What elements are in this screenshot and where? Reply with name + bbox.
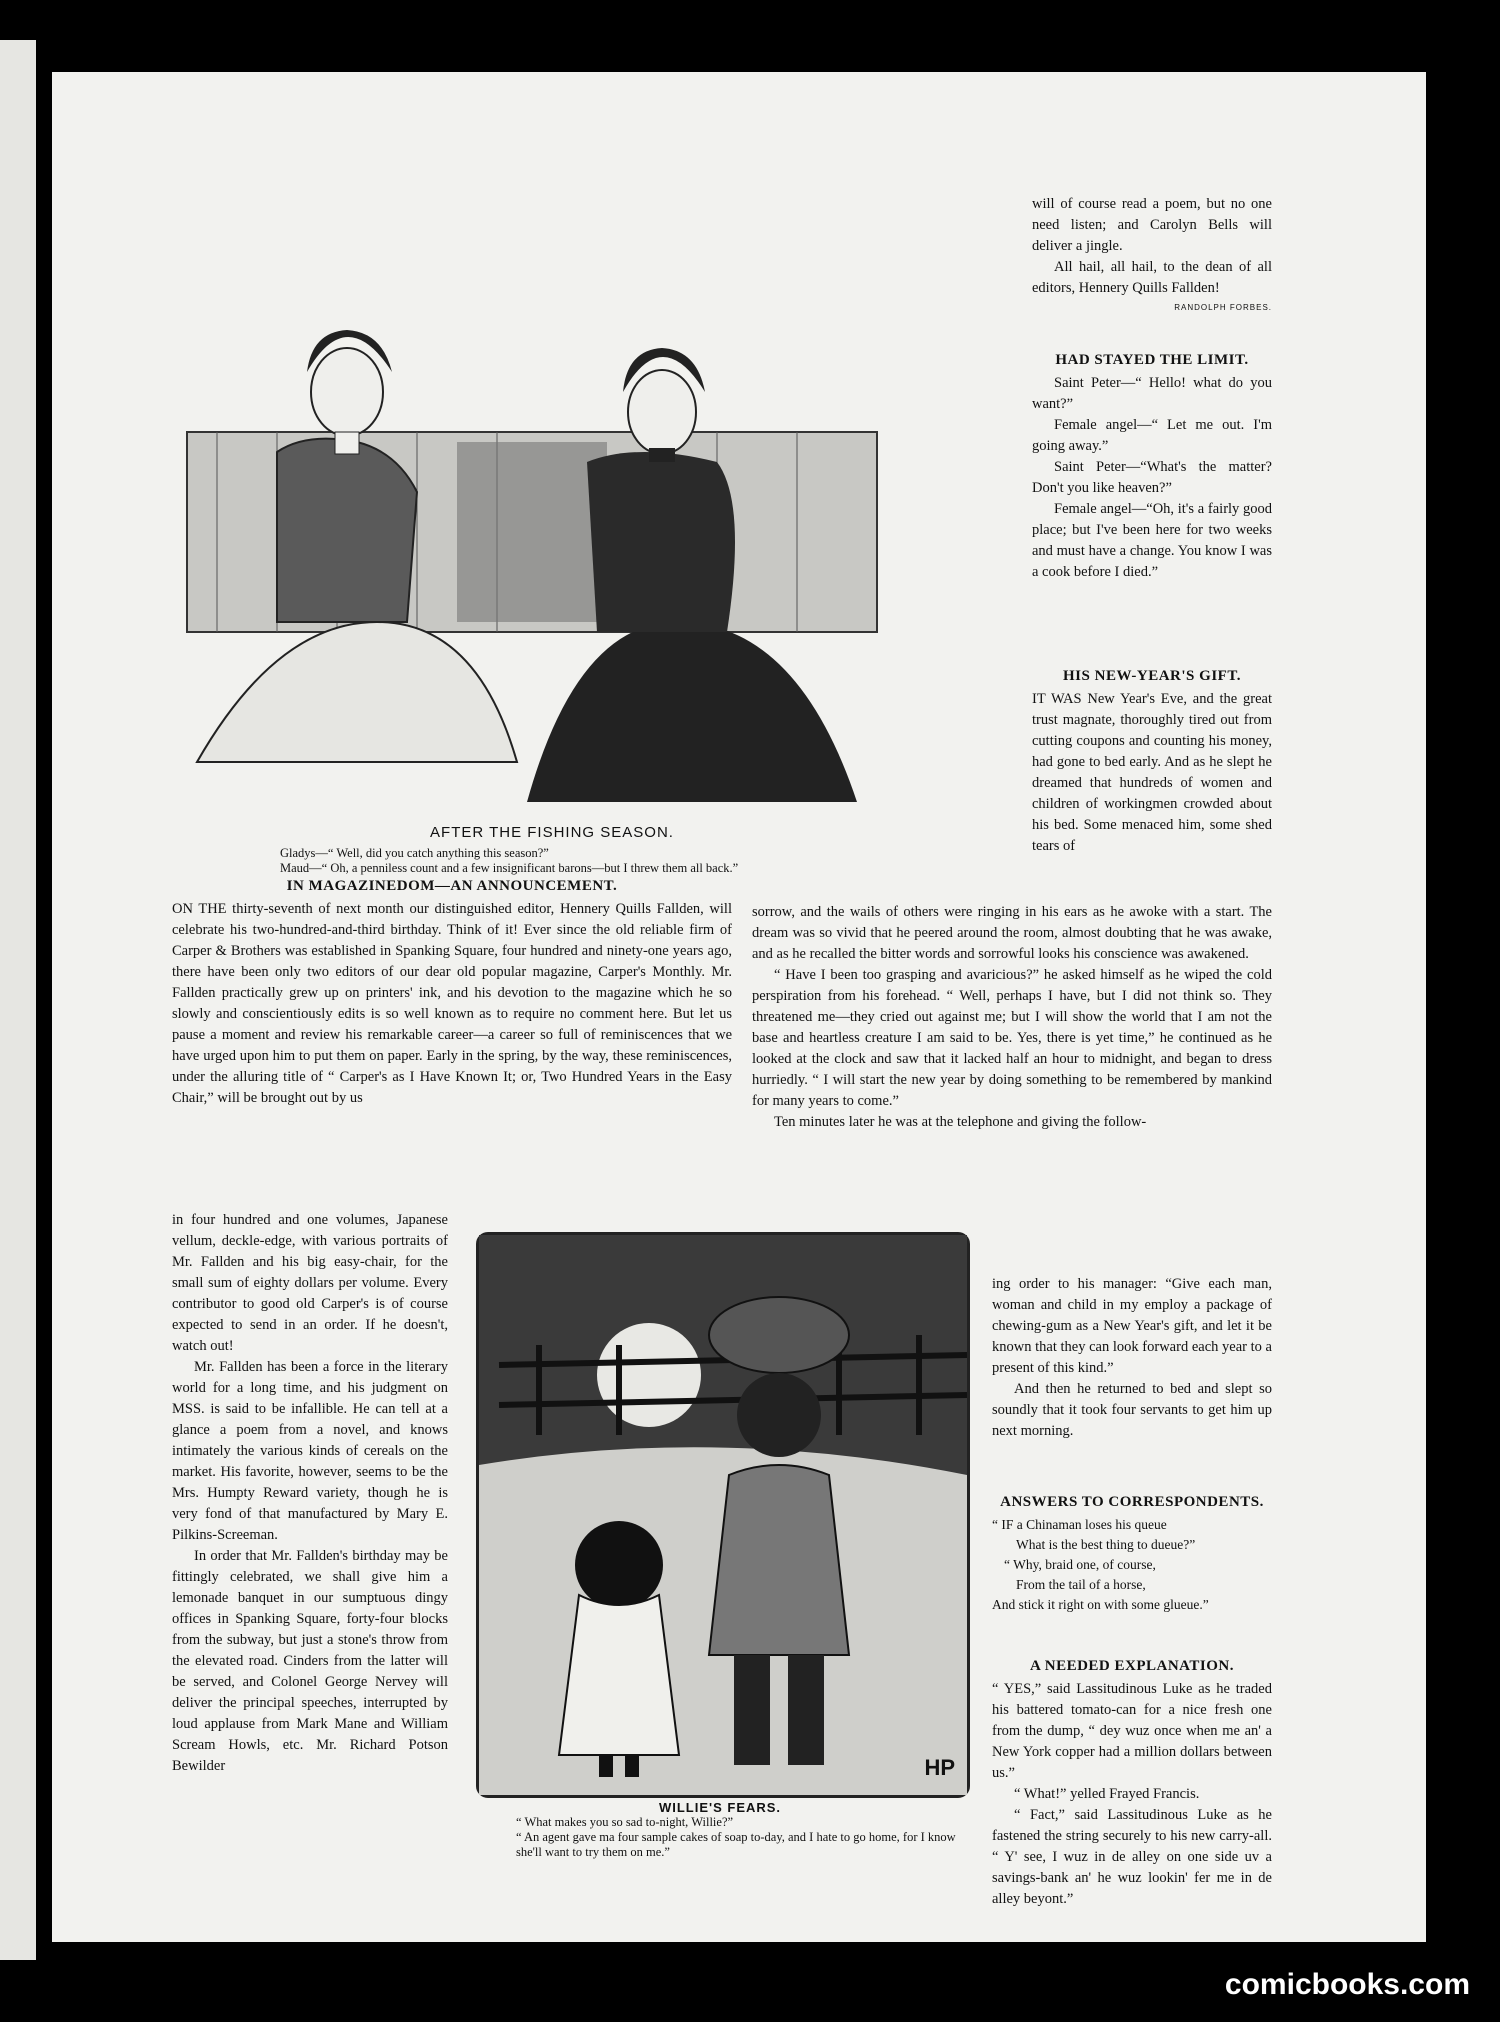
answers-line-2: What is the best thing to dueue?” bbox=[1016, 1537, 1196, 1552]
explanation-paragraph-1: “ YES,” said Lassitudinous Luke as he traded his battered tomato-can for a nice fresh one from the dump, “ dey wuz once when me an' a New York copper had a million dollars between us.” bbox=[992, 1681, 1272, 1781]
explanation-paragraph-3: “ Fact,” said Lassitudinous Luke as he fastened the string securely to his new carry-all. “ Y' see, I wuz in de alley on one side uv a savings-bank an' he wuz lookin' fer me in de alley beyont.” bbox=[992, 1807, 1272, 1907]
fishing-season-illustration bbox=[157, 202, 1037, 822]
gift-paragraph-2: sorrow, and the wails of others were ringing in his ears as he awoke with a start. The dream was so vivid that he peered around the room, almost doubting that he was awake, and as he recalled the bitter words and sorrowful looks his conscience was awakened. bbox=[752, 904, 1272, 962]
limit-line-3: Saint Peter—“What's the matter? Don't you like heaven?” bbox=[1032, 459, 1272, 496]
magazinedom-paragraph-3: Mr. Fallden has been a force in the literary world for a long time, and his judgment on MSS. is said to be infallible. He can tell at a glance a poem from a novel, and knows intimately the various kinds of cereals on the market. His favorite, however, seems to be the Mrs. Humpty Reward variety, though he is very fond of that manufactured by Mary E. Pilkins-Screeman. bbox=[172, 1359, 448, 1543]
answers-line-4: From the tail of a horse, bbox=[1016, 1577, 1146, 1592]
magazinedom-paragraph-1: ON THE thirty-seventh of next month our distinguished editor, Hennery Quills Fallden, will celebrate his two-hundred-and-third birthday. Think of it! Ever since the old reliable firm of Carper & Brothers was established in Spanking Square, four hundred and ninety-one years ago, there have been only two editors of our dear old popular magazine, Carper's Monthly. Mr. Fallden practically grew up on printers' ink, and his devotion to the magazine which he so slowly and conscientiously edits is so well known as to require no comment here. But let us pause a moment and review his remarkable career—a career so full of reminiscences that we have urged upon him to put them on paper. Early in the spring, by the way, these reminiscences, under the alluring title of “ Carper's as I Have Known It; or, Two Hundred Years in the Easy Chair,” will be brought out by us bbox=[172, 901, 732, 1106]
fishing-caption-title: AFTER THE FISHING SEASON. bbox=[430, 824, 674, 841]
limit-headline: HAD STAYED THE LIMIT. bbox=[1055, 352, 1249, 368]
two-children-night-scene bbox=[479, 1235, 967, 1795]
limit-line-2: Female angel—“ Let me out. I'm going away.” bbox=[1032, 417, 1272, 454]
gift-paragraph-5: ing order to his manager: “Give each man, woman and child in my employ a package of chewing-gum as a New Year's gift, and let it be known that they can look forward each year to a present of this kind.” bbox=[992, 1276, 1272, 1376]
magazinedom-headline: IN MAGAZINEDOM—AN ANNOUNCEMENT. bbox=[286, 878, 618, 894]
limit-line-1: Saint Peter—“ Hello! what do you want?” bbox=[1032, 375, 1272, 412]
gift-paragraph-1: IT WAS New Year's Eve, and the great trust magnate, thoroughly tired out from cutting coupons and counting his money, had gone to bed early. And as he slept he dreamed that hundreds of women and children of workingmen crowded about his bed. Some menaced him, some shed tears of bbox=[1032, 691, 1272, 854]
willies-fears-illustration bbox=[476, 1232, 970, 1798]
magazine-page bbox=[52, 72, 1426, 1942]
site-watermark: comicbooks.com bbox=[1224, 1968, 1470, 2001]
answers-line-5: And stick it right on with some glueue.” bbox=[992, 1597, 1209, 1612]
willie-caption-title: WILLIE'S FEARS. bbox=[658, 1800, 782, 1815]
limit-line-4: Female angel—“Oh, it's a fairly good place; but I've been here for two weeks and must have a change. You know I was a cook before I died.” bbox=[1032, 501, 1272, 580]
gift-paragraph-3: “ Have I been too grasping and avaricious?” he asked himself as he wiped the cold perspiration from his forehead. “ Well, perhaps I have, but I did not think so. They threatened me—they cried out against me; but I will show the world that I am not the base and heartless creature I am said to be. Yes, there is yet time,” he continued as he looked at the clock and saw that it lacked half an hour to midnight, and began to dress hurriedly. “ I will start the new year by doing something to be remembered by mankind for many years to come.” bbox=[752, 967, 1272, 1109]
artist-monogram: HP bbox=[924, 1755, 955, 1780]
adjacent-page-edge bbox=[0, 40, 39, 1960]
answers-line-1: “ IF a Chinaman loses his queue bbox=[992, 1517, 1167, 1532]
magazinedom-paragraph-4: In order that Mr. Fallden's birthday may be fittingly celebrated, we shall give him a lemonade banquet in our sumptuous dingy offices in Spanking Square, forty-four blocks from the subway, but just a stone's throw from the elevated road. Cinders from the latter will be served, and Colonel George Nervey will deliver the principal speeches, interrupted by loud applause from Mark Mane and William Scream Howls, etc. Mr. Richard Potson Bewilder bbox=[172, 1548, 448, 1774]
magazinedom-paragraph-2: in four hundred and one volumes, Japanese vellum, deckle-edge, with various portraits of Mr. Fallden and his big easy-chair, for the small sum of eighty dollars per volume. Every contributor to good old Carper's is of course expected to send in an order. If he doesn't, watch out! bbox=[172, 1212, 448, 1354]
two-women-on-bench-drawing bbox=[157, 202, 1037, 822]
forbes-text: will of course read a poem, but no one need listen; and Carolyn Bells will deliver a jingle. bbox=[1032, 196, 1272, 254]
fishing-dialog-gladys: Gladys—“ Well, did you catch anything this season?” bbox=[280, 846, 549, 860]
explanation-headline: A NEEDED EXPLANATION. bbox=[1030, 1658, 1234, 1674]
forbes-text-2: All hail, all hail, to the dean of all editors, Hennery Quills Fallden! bbox=[1032, 259, 1272, 296]
gift-paragraph-4: Ten minutes later he was at the telephone and giving the follow- bbox=[774, 1114, 1147, 1130]
fishing-dialog-maud: Maud—“ Oh, a penniless count and a few insignificant barons—but I threw them all back.” bbox=[280, 861, 739, 875]
willie-dialog-1: “ What makes you so sad to-night, Willie?” bbox=[516, 1815, 734, 1829]
answers-headline: ANSWERS TO CORRESPONDENTS. bbox=[1000, 1494, 1264, 1510]
answers-line-3: “ Why, braid one, of course, bbox=[1004, 1557, 1156, 1572]
gift-paragraph-6: And then he returned to bed and slept so soundly that it took four servants to get him up next morning. bbox=[992, 1381, 1272, 1439]
willie-dialog-2: “ An agent gave ma four sample cakes of soap to-day, and I hate to go home, for I know she'll want to try them on me.” bbox=[516, 1830, 956, 1859]
explanation-paragraph-2: “ What!” yelled Frayed Francis. bbox=[1014, 1786, 1200, 1802]
forbes-credit: RANDOLPH FORBES. bbox=[1174, 303, 1272, 312]
gift-headline: HIS NEW-YEAR'S GIFT. bbox=[1063, 668, 1241, 684]
